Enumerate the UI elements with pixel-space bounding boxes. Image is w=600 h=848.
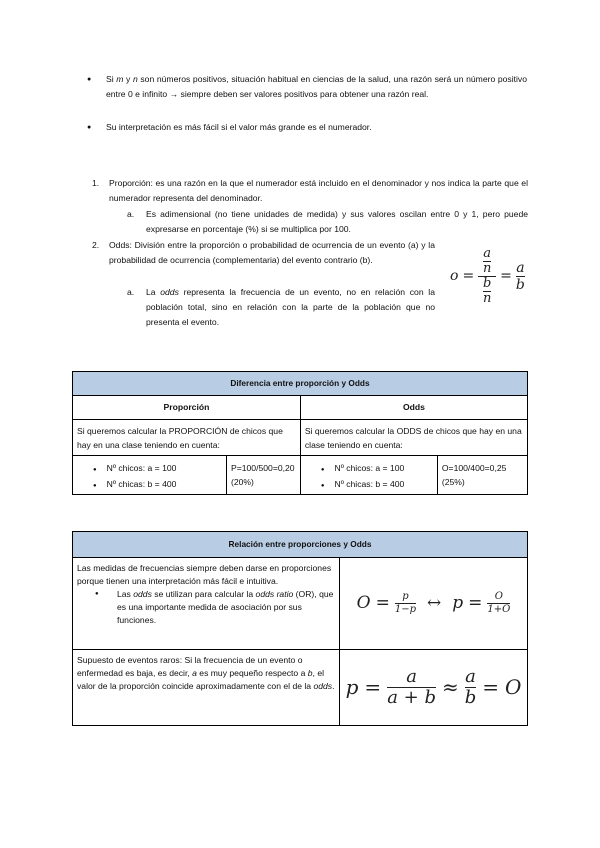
list-item: ● Las odds se utilizan para calcular la odds ratio (OR), que es una importante medida de asociación por sus funciones.	[95, 589, 334, 625]
formula-cell-2	[340, 650, 528, 726]
sublist-number: a.	[127, 287, 135, 297]
result-odds: O=100/400=0,25 (25%)	[441, 463, 507, 487]
list-item-proporcion: Proporción: es una razón en la que el numerador está incluido en el denominador y nos indica la parte que el numerador representa del denominador.	[109, 178, 528, 203]
bullet-icon: ●	[320, 467, 325, 473]
list-item: ● Nº chicas: b = 400	[93, 479, 177, 489]
odds-proportion-formula: O = $\frac{p}{1-p}$ ↔ p = $\frac{O}{1+O}$	[356, 591, 511, 615]
bullet-text: Si m y n son números positivos, situación habitual en ciencias de la salud, una razón será un número positivo entre 0 e infinito → siempre deben ser valores positivos para obtener una razón real.	[106, 74, 527, 99]
calc-odds	[300, 456, 527, 495]
list-item: ● Nº chicos: a = 100	[93, 463, 177, 473]
table-title: Diferencia entre proporción y Odds	[73, 372, 528, 396]
list-item: ● Nº chicos: a = 100	[320, 463, 405, 473]
row-paragraph: Las medidas de frecuencias siempre deben darse en proporciones porque tienen una interpretación más fácil e intuitiva.	[77, 563, 332, 586]
bullet-icon: ●	[320, 483, 325, 489]
bullet-icon: ●	[87, 76, 92, 83]
list-number: 2.	[92, 240, 100, 250]
bullet-icon: ●	[95, 591, 99, 597]
sublist-number: a.	[127, 209, 135, 219]
row-text-rare-events: Supuesto de eventos raros: Si la frecuencia de un evento o enfermedad es baja, es decir, a es muy pequeño respecto a b, el valor de la proporción coincide aproximadamente con el de la odds.	[73, 650, 340, 726]
result-proporcion: P=100/500=0,20 (20%)	[231, 463, 295, 487]
column-header-proporcion: Proporción	[73, 396, 301, 420]
bullet-text: Su interpretación es más fácil si el valor más grande es el numerador.	[106, 122, 372, 132]
row-text	[73, 558, 340, 650]
list-item: ● Nº chicas: b = 400	[320, 479, 405, 489]
column-header-odds: Odds	[300, 396, 527, 420]
calc-proporcion	[73, 456, 301, 495]
sublist-item: La odds representa la frecuencia de un evento, no en relación con la población total, sino en relación con la parte de la población que no presenta el evento.	[146, 287, 435, 327]
odds-formula: o = $\frac{\frac{a}{n}}{\frac{b}{n}}$ = $\frac{a}{b}$	[450, 245, 525, 306]
bullet-icon: ●	[93, 483, 97, 489]
sublist-item: Es adimensional (no tiene unidades de medida) y sus valores oscilan entre 0 y 1, pero puede expresarse en porcentaje (%) si se multiplica por 100.	[146, 209, 528, 234]
list-item-odds: Odds: División entre la proporción o probabilidad de ocurrencia de un evento (a) y la probabilidad de ocurrencia (complementaria) del evento contrario (b).	[109, 240, 435, 265]
table-title: Relación entre proporciones y Odds	[73, 532, 528, 558]
rare-events-formula: p = $\frac{a}{a + b}$ ≈ $\frac{a}{b}$ = O	[345, 666, 522, 708]
table-relacion	[72, 531, 528, 726]
formula-cell-1	[340, 558, 528, 650]
table-proporcion-odds	[72, 371, 528, 495]
bullet-icon: ●	[93, 467, 97, 473]
bullet-icon: ●	[87, 124, 92, 131]
desc-proporcion: Si queremos calcular la PROPORCIÓN de chicos que hay en una clase teniendo en cuenta:	[73, 420, 301, 456]
list-number: 1.	[92, 178, 100, 188]
desc-odds: Si queremos calcular la ODDS de chicos que hay en una clase teniendo en cuenta:	[300, 420, 527, 456]
